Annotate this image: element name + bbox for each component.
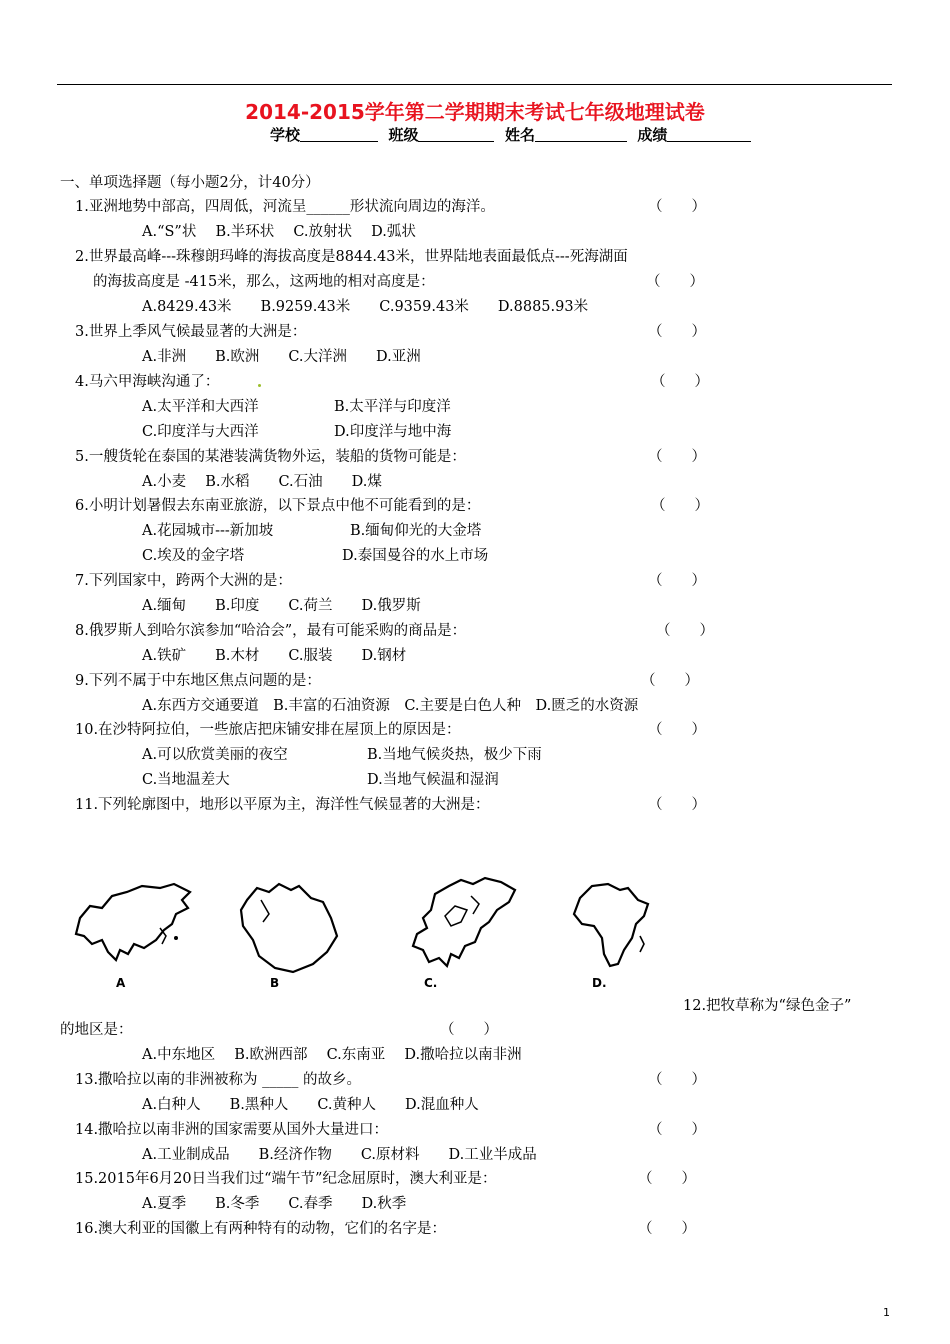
map-d-africa-outline	[568, 878, 654, 974]
options-9: A.东西方交通要道 B.丰富的石油资源 C.主要是白色人种 D.匮乏的水资源	[142, 698, 639, 714]
question-13: 13.撒哈拉以南的非洲被称为 _____ 的故乡。	[75, 1072, 362, 1088]
options-8: A.铁矿 B.木材 C.服装 D.钢材	[142, 648, 407, 664]
answer-paren-8[interactable]: （ ）	[656, 623, 714, 639]
answer-paren-6[interactable]: （ ）	[651, 498, 709, 514]
question-2: 2.世界最高峰---珠穆朗玛峰的海拔高度是8844.43米，世界陆地表面最低点---死海湖面	[75, 249, 628, 265]
question-5: 5.一艘货轮在泰国的某港装满货物外运，装船的货物可能是：	[75, 449, 466, 465]
answer-paren-5[interactable]: （ ）	[648, 449, 706, 465]
student-info-row	[270, 124, 751, 145]
option-6b: B.缅甸仰光的大金塔	[350, 523, 482, 539]
map-b-antarctica-outline	[233, 878, 343, 978]
name-label: 姓名	[504, 126, 535, 144]
question-12: 12.把牧草称为“绿色金子”	[683, 998, 852, 1014]
option-10b: B.当地气候炎热，极少下雨	[367, 747, 542, 763]
options-13: A.白种人 B.黑种人 C.黄种人 D.混血种人	[142, 1097, 479, 1113]
question-10: 10.在沙特阿拉伯，一些旅店把床铺安排在屋顶上的原因是：	[75, 722, 461, 738]
map-label-b: B	[270, 976, 280, 990]
page-title: 2014-2015学年第二学期期末考试七年级地理试卷	[245, 100, 705, 124]
answer-paren-1[interactable]: （ ）	[648, 199, 706, 215]
answer-paren-12[interactable]: （ ）	[440, 1022, 498, 1038]
school-label: 学校	[270, 126, 301, 144]
print-speck	[258, 384, 261, 387]
options-15: A.夏季 B.冬季 C.春季 D.秋季	[142, 1196, 407, 1212]
map-a-eurasia-outline	[72, 878, 200, 968]
question-1: 1.亚洲地势中部高，四周低，河流呈______形状流向周边的海洋。	[75, 199, 495, 215]
option-6d: D.泰国曼谷的水上市场	[342, 548, 489, 564]
options-1: A.“S”状 B.半环状 C.放射状 D.弧状	[142, 224, 416, 240]
option-4c: C.印度洋与大西洋	[142, 424, 259, 440]
question-6: 6.小明计划暑假去东南亚旅游，以下景点中他不可能看到的是：	[75, 498, 481, 514]
question-8: 8.俄罗斯人到哈尔滨参加“哈洽会”，最有可能采购的商品是：	[75, 623, 467, 639]
answer-paren-16[interactable]: （ ）	[638, 1221, 696, 1237]
question-15: 15.2015年6月20日当我们过“端午节”纪念屈原时，澳大利亚是：	[75, 1171, 497, 1187]
question-16: 16.澳大利亚的国徽上有两种特有的动物，它们的名字是：	[75, 1221, 447, 1237]
name-field[interactable]	[535, 127, 627, 142]
option-4b: B.太平洋与印度洋	[334, 399, 451, 415]
answer-paren-7[interactable]: （ ）	[648, 573, 706, 589]
answer-paren-4[interactable]: （ ）	[651, 374, 709, 390]
map-label-c: C.	[424, 976, 438, 990]
class-field[interactable]	[418, 127, 494, 142]
option-4a: A.太平洋和大西洋	[142, 399, 259, 415]
option-6c: C.埃及的金字塔	[142, 548, 245, 564]
option-10c: C.当地温差大	[142, 772, 230, 788]
section-heading: 一、单项选择题（每小题2分，计40分）	[60, 175, 320, 191]
answer-paren-10[interactable]: （ ）	[648, 722, 706, 738]
answer-paren-9[interactable]: （ ）	[641, 673, 699, 689]
options-7: A.缅甸 B.印度 C.荷兰 D.俄罗斯	[142, 598, 421, 614]
answer-paren-3[interactable]: （ ）	[648, 324, 706, 340]
question-11: 11.下列轮廓图中，地形以平原为主，海洋性气候显著的大洲是：	[75, 797, 490, 813]
option-10d: D.当地气候温和湿润	[367, 772, 499, 788]
options-12: A.中东地区 B.欧洲西部 C.东南亚 D.撒哈拉以南非洲	[142, 1047, 522, 1063]
class-label: 班级	[388, 126, 419, 144]
question-2-cont: 的海拔高度是 -415米，那么，这两地的相对高度是：	[93, 274, 435, 290]
school-field[interactable]	[300, 127, 378, 142]
question-7: 7.下列国家中，跨两个大洲的是：	[75, 573, 292, 589]
map-label-d: D.	[592, 976, 607, 990]
answer-paren-14[interactable]: （ ）	[648, 1122, 706, 1138]
option-4d: D.印度洋与地中海	[334, 424, 452, 440]
score-label: 成绩	[637, 126, 668, 144]
answer-paren-11[interactable]: （ ）	[648, 797, 706, 813]
question-4: 4.马六甲海峡沟通了：	[75, 374, 220, 390]
question-12-cont: 的地区是：	[60, 1022, 133, 1038]
options-14: A.工业制成品 B.经济作物 C.原材料 D.工业半成品	[142, 1147, 537, 1163]
answer-paren-15[interactable]: （ ）	[638, 1171, 696, 1187]
question-3: 3.世界上季风气候最显著的大洲是：	[75, 324, 307, 340]
continent-outline-maps	[0, 860, 950, 1000]
page-number: 1	[883, 1306, 890, 1319]
question-14: 14.撒哈拉以南非洲的国家需要从国外大量进口：	[75, 1122, 389, 1138]
top-rule	[57, 84, 892, 85]
score-field[interactable]	[667, 127, 751, 142]
map-c-europe-outline	[405, 876, 525, 976]
options-3: A.非洲 B.欧洲 C.大洋洲 D.亚洲	[142, 349, 421, 365]
option-6a: A.花园城市---新加坡	[142, 523, 274, 539]
map-label-a: A	[116, 976, 126, 990]
answer-paren-13[interactable]: （ ）	[648, 1072, 706, 1088]
option-10a: A.可以欣赏美丽的夜空	[142, 747, 288, 763]
options-5: A.小麦 B.水稻 C.石油 D.煤	[142, 474, 382, 490]
options-2: A.8429.43米 B.9259.43米 C.9359.43米 D.8885.93米	[142, 299, 589, 315]
question-9: 9.下列不属于中东地区焦点问题的是：	[75, 673, 321, 689]
answer-paren-2[interactable]: （ ）	[646, 274, 704, 290]
